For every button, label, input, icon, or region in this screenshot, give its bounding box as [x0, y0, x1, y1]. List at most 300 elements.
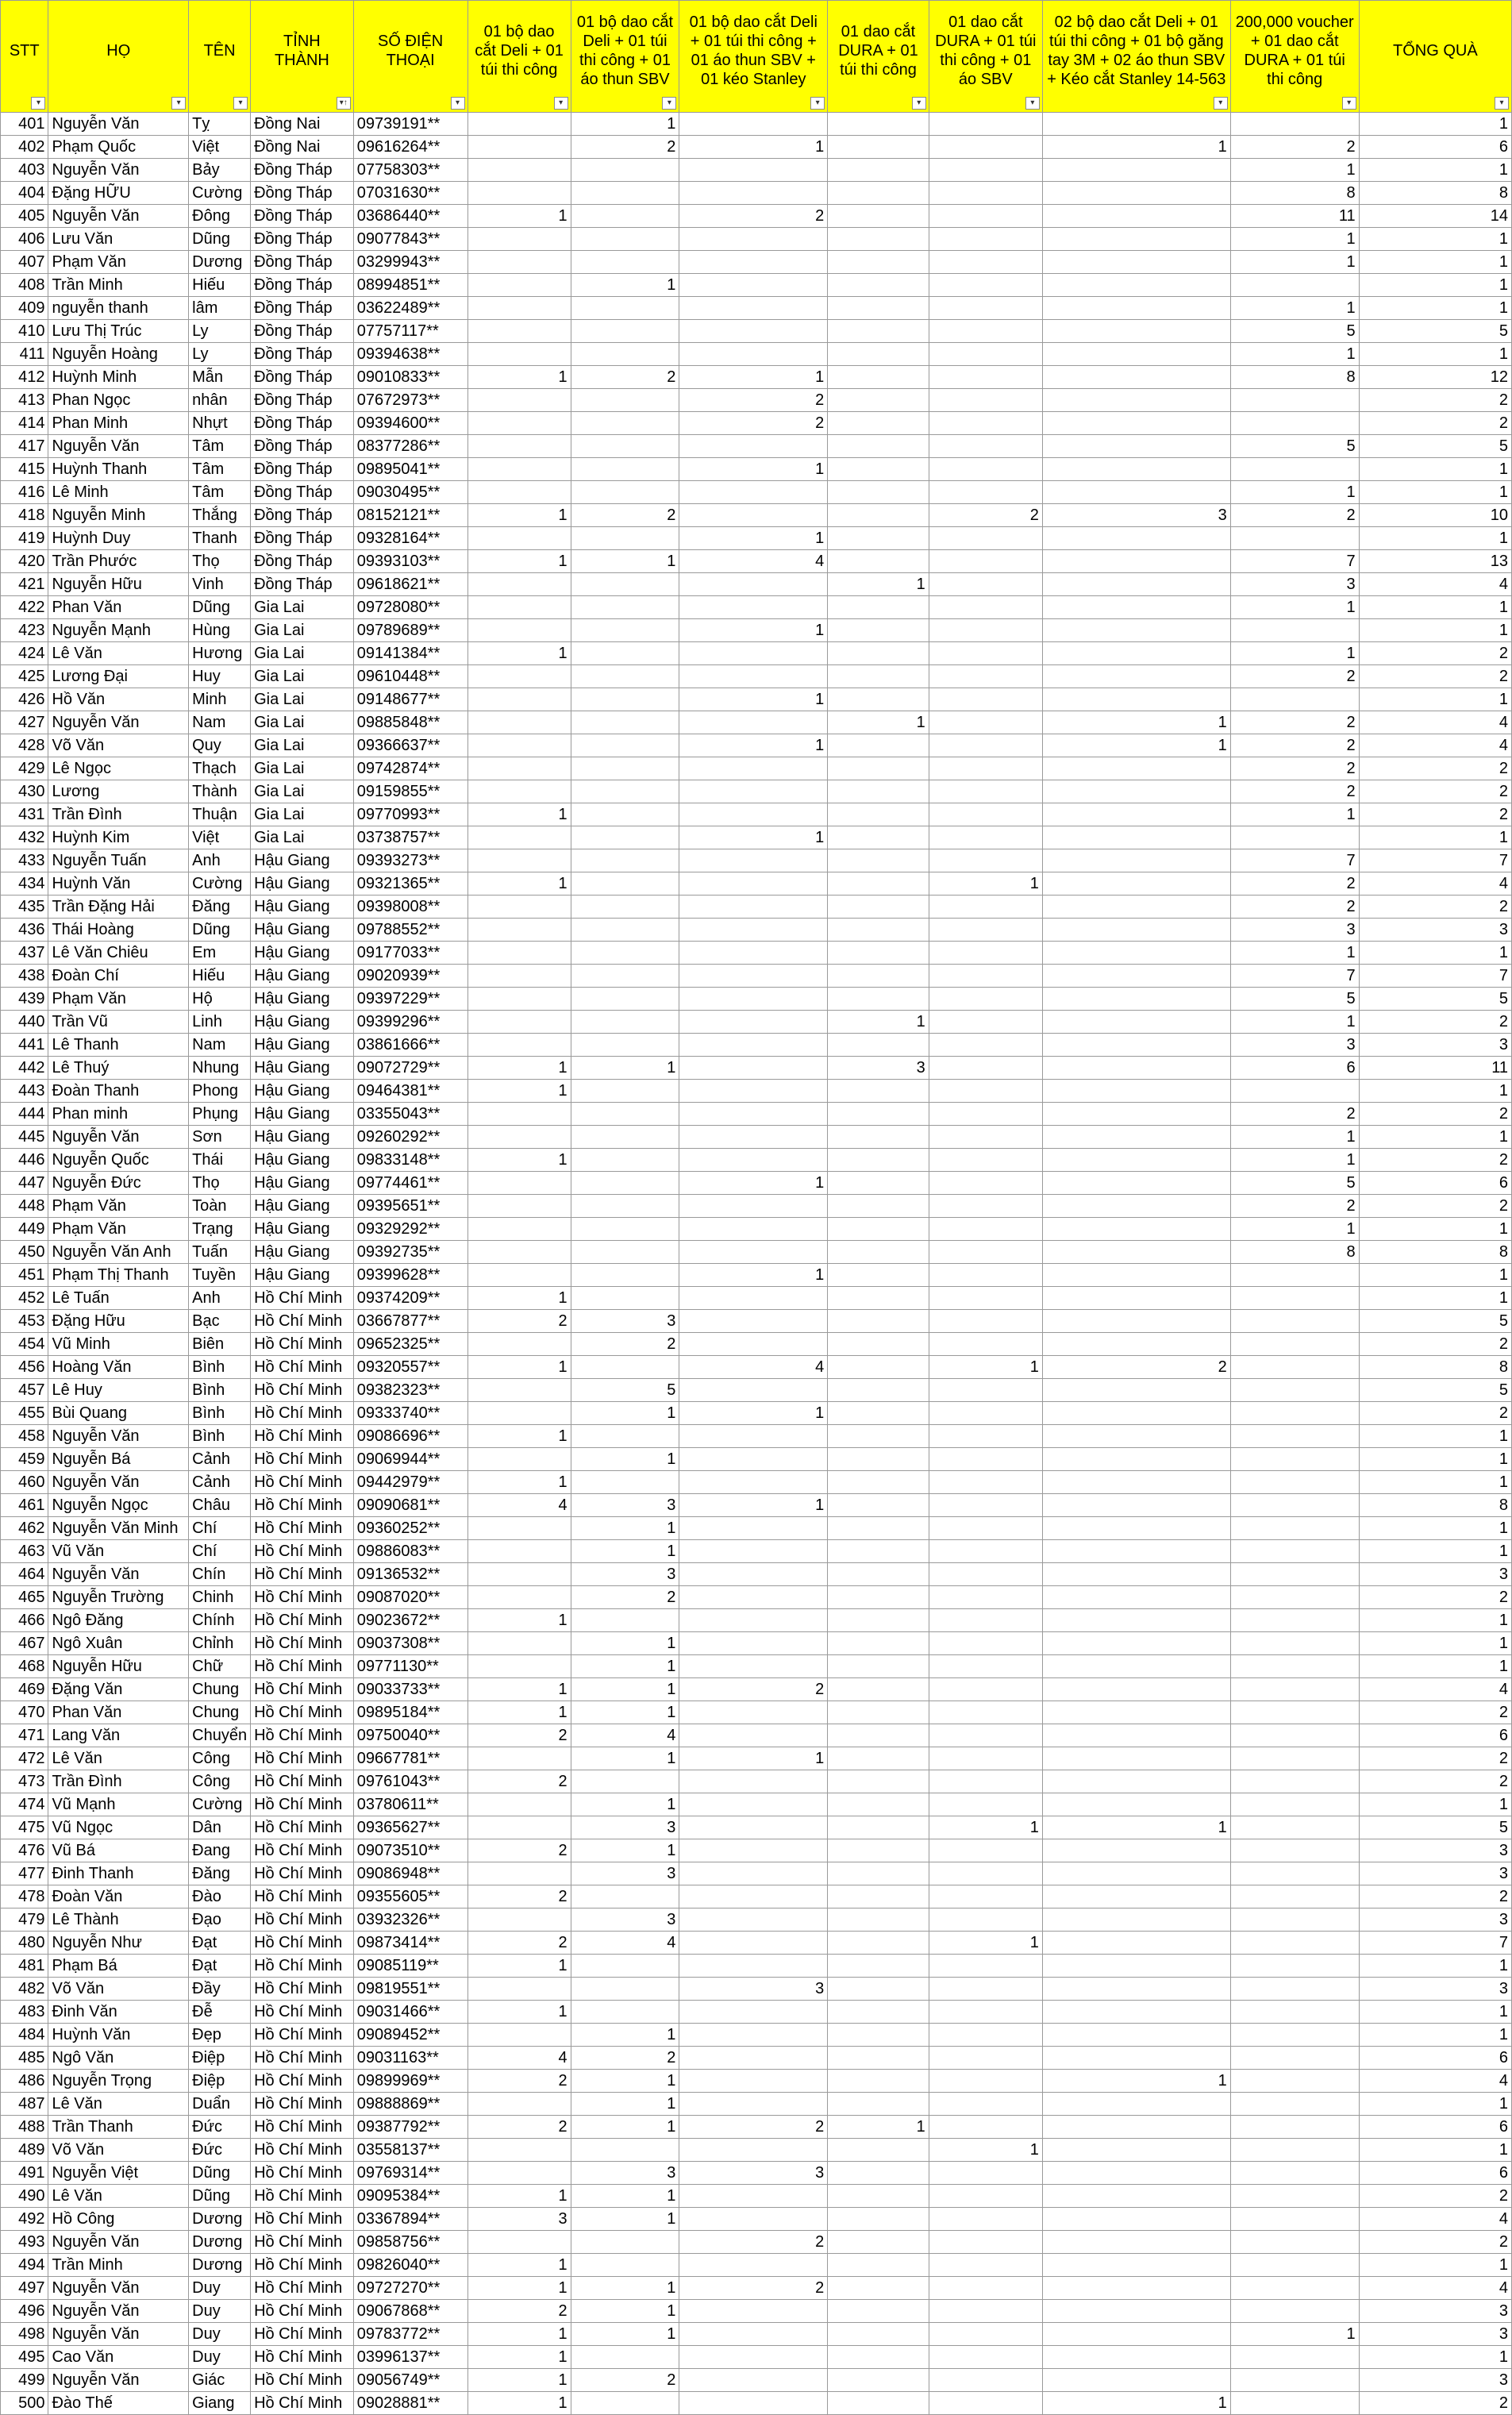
cell[interactable]: 473 — [1, 1770, 48, 1793]
cell[interactable]: Thái Hoàng — [48, 919, 189, 942]
cell[interactable] — [929, 849, 1042, 872]
cell[interactable] — [828, 343, 929, 366]
cell[interactable]: 2 — [1042, 1356, 1230, 1379]
cell[interactable] — [467, 435, 571, 458]
cell[interactable] — [828, 2208, 929, 2231]
cell[interactable] — [1042, 1494, 1230, 1517]
cell[interactable]: Minh — [189, 688, 251, 711]
cell[interactable]: 09618621** — [353, 573, 467, 596]
cell[interactable]: 09028881** — [353, 2392, 467, 2415]
cell[interactable]: Nguyễn Trường — [48, 1586, 189, 1609]
cell[interactable]: 494 — [1, 2254, 48, 2277]
cell[interactable]: 2 — [1230, 711, 1359, 734]
cell[interactable]: 1 — [571, 2323, 679, 2346]
cell[interactable] — [467, 711, 571, 734]
cell[interactable] — [467, 1517, 571, 1540]
cell[interactable] — [571, 159, 679, 182]
cell[interactable]: 03686440** — [353, 205, 467, 228]
cell[interactable] — [828, 2070, 929, 2093]
cell[interactable] — [1230, 389, 1359, 412]
cell[interactable]: 03622489** — [353, 297, 467, 320]
cell[interactable] — [828, 1586, 929, 1609]
cell[interactable]: 1 — [828, 1011, 929, 1034]
cell[interactable]: 09056749** — [353, 2369, 467, 2392]
cell[interactable] — [1230, 1978, 1359, 2001]
cell[interactable] — [929, 988, 1042, 1011]
cell[interactable]: 3 — [1230, 919, 1359, 942]
cell[interactable]: Hồ Chí Minh — [251, 1978, 354, 2001]
cell[interactable] — [467, 826, 571, 849]
cell[interactable]: nguyễn thanh — [48, 297, 189, 320]
cell[interactable] — [828, 389, 929, 412]
cell[interactable]: Nguyễn Văn — [48, 113, 189, 136]
cell[interactable]: 408 — [1, 274, 48, 297]
cell[interactable] — [571, 896, 679, 919]
cell[interactable] — [828, 665, 929, 688]
cell[interactable] — [929, 1333, 1042, 1356]
cell[interactable]: Hồ Chí Minh — [251, 1494, 354, 1517]
cell[interactable]: 440 — [1, 1011, 48, 1034]
cell[interactable]: 1 — [1359, 1632, 1511, 1655]
cell[interactable] — [1042, 688, 1230, 711]
cell[interactable]: 430 — [1, 780, 48, 803]
cell[interactable]: Nguyễn Minh — [48, 504, 189, 527]
cell[interactable] — [828, 757, 929, 780]
cell[interactable]: 09774461** — [353, 1172, 467, 1195]
cell[interactable]: 441 — [1, 1034, 48, 1057]
cell[interactable] — [1042, 2116, 1230, 2139]
cell[interactable]: Phan Minh — [48, 412, 189, 435]
cell[interactable] — [828, 1701, 929, 1724]
cell[interactable] — [1230, 1632, 1359, 1655]
cell[interactable] — [1042, 2231, 1230, 2254]
cell[interactable] — [929, 1793, 1042, 1816]
cell[interactable]: 1 — [1359, 159, 1511, 182]
cell[interactable]: 6 — [1359, 2162, 1511, 2185]
cell[interactable] — [1230, 1932, 1359, 1955]
cell[interactable] — [467, 596, 571, 619]
cell[interactable] — [929, 573, 1042, 596]
cell[interactable] — [1042, 2162, 1230, 2185]
cell[interactable]: 3 — [1359, 919, 1511, 942]
cell[interactable]: Huỳnh Minh — [48, 366, 189, 389]
cell[interactable]: Nguyễn Ngọc — [48, 1494, 189, 1517]
cell[interactable]: 09442979** — [353, 1471, 467, 1494]
cell[interactable] — [828, 527, 929, 550]
cell[interactable]: 8 — [1359, 1494, 1511, 1517]
cell[interactable]: 478 — [1, 1885, 48, 1909]
cell[interactable] — [1230, 1955, 1359, 1978]
cell[interactable] — [1042, 1310, 1230, 1333]
cell[interactable] — [467, 389, 571, 412]
cell[interactable] — [467, 228, 571, 251]
cell[interactable]: Em — [189, 942, 251, 965]
cell[interactable]: 1 — [467, 1425, 571, 1448]
cell[interactable] — [929, 1402, 1042, 1425]
cell[interactable]: 428 — [1, 734, 48, 757]
cell[interactable]: Thạch — [189, 757, 251, 780]
cell[interactable]: 413 — [1, 389, 48, 412]
cell[interactable] — [828, 1218, 929, 1241]
cell[interactable] — [679, 1632, 828, 1655]
cell[interactable]: 2 — [1359, 1195, 1511, 1218]
cell[interactable] — [467, 965, 571, 988]
cell[interactable] — [467, 1379, 571, 1402]
cell[interactable] — [1230, 2001, 1359, 2024]
cell[interactable]: Đặng HỮU — [48, 182, 189, 205]
cell[interactable] — [1042, 274, 1230, 297]
cell[interactable]: Lương — [48, 780, 189, 803]
cell[interactable] — [828, 2231, 929, 2254]
cell[interactable]: 2 — [679, 412, 828, 435]
cell[interactable]: 458 — [1, 1425, 48, 1448]
cell[interactable]: 401 — [1, 113, 48, 136]
cell[interactable]: 1 — [929, 872, 1042, 896]
cell[interactable] — [1230, 2231, 1359, 2254]
cell[interactable]: 1 — [1230, 297, 1359, 320]
cell[interactable]: 484 — [1, 2024, 48, 2047]
cell[interactable]: 439 — [1, 988, 48, 1011]
cell[interactable] — [1042, 1632, 1230, 1655]
cell[interactable]: Gia Lai — [251, 803, 354, 826]
cell[interactable] — [679, 1517, 828, 1540]
cell[interactable]: Đạt — [189, 1955, 251, 1978]
cell[interactable] — [828, 1471, 929, 1494]
cell[interactable] — [679, 1701, 828, 1724]
cell[interactable]: 1 — [1230, 481, 1359, 504]
cell[interactable]: 465 — [1, 1586, 48, 1609]
cell[interactable]: 09087020** — [353, 1586, 467, 1609]
cell[interactable]: Hồ Chí Minh — [251, 2231, 354, 2254]
cell[interactable] — [1042, 596, 1230, 619]
cell[interactable]: Hồ Chí Minh — [251, 1793, 354, 1816]
filter-dropdown-icon[interactable]: ▾ — [1342, 97, 1356, 110]
cell[interactable]: Đinh Văn — [48, 2001, 189, 2024]
cell[interactable] — [828, 320, 929, 343]
cell[interactable]: 4 — [1359, 734, 1511, 757]
cell[interactable]: 460 — [1, 1471, 48, 1494]
cell[interactable]: 489 — [1, 2139, 48, 2162]
cell[interactable] — [571, 2346, 679, 2369]
cell[interactable]: Trần Đình — [48, 1770, 189, 1793]
cell[interactable]: 2 — [467, 1310, 571, 1333]
cell[interactable]: Đồng Tháp — [251, 251, 354, 274]
cell[interactable] — [679, 1724, 828, 1747]
cell[interactable] — [929, 159, 1042, 182]
cell[interactable] — [929, 2254, 1042, 2277]
cell[interactable] — [929, 1747, 1042, 1770]
cell[interactable]: 1 — [1359, 688, 1511, 711]
cell[interactable]: 2 — [1359, 1402, 1511, 1425]
cell[interactable]: Nam — [189, 1034, 251, 1057]
cell[interactable] — [828, 1333, 929, 1356]
cell[interactable] — [571, 619, 679, 642]
cell[interactable]: Bình — [189, 1356, 251, 1379]
cell[interactable] — [679, 1241, 828, 1264]
cell[interactable]: 2 — [467, 2070, 571, 2093]
cell[interactable]: Linh — [189, 1011, 251, 1034]
cell[interactable]: Hoàng Văn — [48, 1356, 189, 1379]
cell[interactable] — [1042, 320, 1230, 343]
cell[interactable]: Đồng Tháp — [251, 458, 354, 481]
cell[interactable]: Hồ Chí Minh — [251, 1885, 354, 1909]
cell[interactable]: Hậu Giang — [251, 1172, 354, 1195]
cell[interactable] — [467, 527, 571, 550]
cell[interactable] — [571, 988, 679, 1011]
cell[interactable] — [1230, 1885, 1359, 1909]
cell[interactable] — [467, 1103, 571, 1126]
cell[interactable]: Nhung — [189, 1057, 251, 1080]
cell[interactable]: 422 — [1, 596, 48, 619]
cell[interactable]: Hồ Chí Minh — [251, 1909, 354, 1932]
cell[interactable]: 1 — [467, 2369, 571, 2392]
cell[interactable] — [679, 1218, 828, 1241]
cell[interactable]: 09858756** — [353, 2231, 467, 2254]
cell[interactable]: 412 — [1, 366, 48, 389]
cell[interactable]: 09067868** — [353, 2300, 467, 2323]
cell[interactable]: Công — [189, 1747, 251, 1770]
cell[interactable] — [679, 1149, 828, 1172]
cell[interactable] — [929, 2185, 1042, 2208]
cell[interactable] — [1042, 757, 1230, 780]
cell[interactable] — [679, 1103, 828, 1126]
cell[interactable] — [571, 389, 679, 412]
cell[interactable]: 6 — [1359, 1172, 1511, 1195]
cell[interactable]: 6 — [1359, 1724, 1511, 1747]
cell[interactable]: 09652325** — [353, 1333, 467, 1356]
cell[interactable] — [679, 320, 828, 343]
cell[interactable]: Hồ Chí Minh — [251, 2323, 354, 2346]
cell[interactable] — [1230, 1356, 1359, 1379]
cell[interactable] — [467, 159, 571, 182]
cell[interactable] — [571, 849, 679, 872]
cell[interactable] — [1042, 619, 1230, 642]
cell[interactable]: 8 — [1359, 1356, 1511, 1379]
cell[interactable] — [571, 1149, 679, 1172]
cell[interactable] — [571, 1978, 679, 2001]
cell[interactable]: Hồ Chí Minh — [251, 1609, 354, 1632]
cell[interactable] — [929, 2024, 1042, 2047]
cell[interactable]: 454 — [1, 1333, 48, 1356]
cell[interactable] — [1042, 2300, 1230, 2323]
cell[interactable] — [679, 228, 828, 251]
cell[interactable]: Đồng Tháp — [251, 412, 354, 435]
cell[interactable]: 445 — [1, 1126, 48, 1149]
cell[interactable]: Phong — [189, 1080, 251, 1103]
cell[interactable]: 1 — [467, 1356, 571, 1379]
cell[interactable] — [679, 1955, 828, 1978]
cell[interactable]: 1 — [467, 1609, 571, 1632]
cell[interactable] — [467, 113, 571, 136]
cell[interactable]: Bạc — [189, 1310, 251, 1333]
cell[interactable]: 2 — [1230, 872, 1359, 896]
cell[interactable] — [1042, 2001, 1230, 2024]
cell[interactable]: Hậu Giang — [251, 896, 354, 919]
cell[interactable]: 09086696** — [353, 1425, 467, 1448]
cell[interactable] — [571, 1425, 679, 1448]
cell[interactable] — [571, 205, 679, 228]
cell[interactable]: Đoàn Văn — [48, 1885, 189, 1909]
cell[interactable] — [1042, 1701, 1230, 1724]
cell[interactable] — [929, 343, 1042, 366]
cell[interactable] — [1042, 1264, 1230, 1287]
cell[interactable]: Đồng Tháp — [251, 527, 354, 550]
cell[interactable]: 2 — [571, 504, 679, 527]
cell[interactable]: 466 — [1, 1609, 48, 1632]
cell[interactable]: Hậu Giang — [251, 1241, 354, 1264]
cell[interactable]: 1 — [1042, 711, 1230, 734]
cell[interactable]: 09771130** — [353, 1655, 467, 1678]
cell[interactable]: Gia Lai — [251, 619, 354, 642]
cell[interactable]: Hồ Chí Minh — [251, 2070, 354, 2093]
cell[interactable] — [929, 527, 1042, 550]
cell[interactable] — [571, 642, 679, 665]
cell[interactable] — [679, 1540, 828, 1563]
cell[interactable] — [929, 1011, 1042, 1034]
cell[interactable]: 1 — [571, 2116, 679, 2139]
cell[interactable] — [828, 734, 929, 757]
cell[interactable] — [929, 2300, 1042, 2323]
cell[interactable]: 09069944** — [353, 1448, 467, 1471]
cell[interactable] — [929, 2093, 1042, 2116]
cell[interactable]: 09770993** — [353, 803, 467, 826]
cell[interactable] — [1230, 1862, 1359, 1885]
cell[interactable] — [929, 2001, 1042, 2024]
cell[interactable]: 1 — [571, 1402, 679, 1425]
cell[interactable] — [679, 965, 828, 988]
cell[interactable] — [467, 1632, 571, 1655]
cell[interactable]: 499 — [1, 2369, 48, 2392]
cell[interactable] — [929, 1678, 1042, 1701]
filter-dropdown-icon[interactable]: ▾ — [233, 97, 248, 110]
cell[interactable] — [828, 1126, 929, 1149]
cell[interactable] — [1042, 1011, 1230, 1034]
cell[interactable]: Trần Minh — [48, 274, 189, 297]
cell[interactable] — [1230, 527, 1359, 550]
cell[interactable]: 496 — [1, 2300, 48, 2323]
cell[interactable] — [828, 1885, 929, 1909]
cell[interactable] — [929, 1494, 1042, 1517]
cell[interactable]: Hương — [189, 642, 251, 665]
cell[interactable]: 405 — [1, 205, 48, 228]
cell[interactable] — [1042, 1885, 1230, 1909]
cell[interactable] — [929, 251, 1042, 274]
cell[interactable] — [1042, 1747, 1230, 1770]
cell[interactable] — [1230, 1471, 1359, 1494]
cell[interactable]: 417 — [1, 435, 48, 458]
cell[interactable]: Lê Ngọc — [48, 757, 189, 780]
cell[interactable] — [679, 803, 828, 826]
cell[interactable]: 09031163** — [353, 2047, 467, 2070]
cell[interactable] — [828, 435, 929, 458]
cell[interactable] — [467, 136, 571, 159]
cell[interactable] — [828, 274, 929, 297]
cell[interactable] — [828, 1563, 929, 1586]
cell[interactable] — [571, 458, 679, 481]
cell[interactable] — [1042, 573, 1230, 596]
cell[interactable] — [679, 1563, 828, 1586]
cell[interactable] — [828, 1080, 929, 1103]
cell[interactable] — [929, 1978, 1042, 2001]
cell[interactable] — [1230, 1839, 1359, 1862]
cell[interactable] — [929, 1448, 1042, 1471]
cell[interactable] — [679, 2208, 828, 2231]
cell[interactable]: Nguyễn Văn — [48, 2277, 189, 2300]
cell[interactable]: Nguyễn Như — [48, 1932, 189, 1955]
cell[interactable]: 09382323** — [353, 1379, 467, 1402]
cell[interactable]: Dũng — [189, 919, 251, 942]
cell[interactable]: 5 — [1359, 320, 1511, 343]
cell[interactable]: 1 — [1359, 1793, 1511, 1816]
cell[interactable]: Lang Văn — [48, 1724, 189, 1747]
cell[interactable]: 1 — [1359, 527, 1511, 550]
filter-dropdown-icon[interactable]: ▾ — [451, 97, 465, 110]
cell[interactable] — [929, 2369, 1042, 2392]
cell[interactable] — [1042, 1287, 1230, 1310]
cell[interactable]: 2 — [1359, 1701, 1511, 1724]
cell[interactable]: Hồ Chí Minh — [251, 1540, 354, 1563]
cell[interactable]: 1 — [679, 688, 828, 711]
cell[interactable]: 2 — [1230, 896, 1359, 919]
cell[interactable]: 427 — [1, 711, 48, 734]
cell[interactable] — [679, 2185, 828, 2208]
cell[interactable]: 7 — [1359, 965, 1511, 988]
cell[interactable] — [1230, 2254, 1359, 2277]
cell[interactable] — [828, 2254, 929, 2277]
cell[interactable] — [571, 1218, 679, 1241]
cell[interactable]: 492 — [1, 2208, 48, 2231]
cell[interactable] — [828, 896, 929, 919]
cell[interactable] — [828, 504, 929, 527]
cell[interactable] — [929, 803, 1042, 826]
cell[interactable]: 451 — [1, 1264, 48, 1287]
cell[interactable] — [929, 1609, 1042, 1632]
cell[interactable]: 2 — [1359, 412, 1511, 435]
cell[interactable]: 09464381** — [353, 1080, 467, 1103]
cell[interactable]: 1 — [467, 1287, 571, 1310]
cell[interactable]: Lê Văn — [48, 1747, 189, 1770]
cell[interactable]: 1 — [571, 1057, 679, 1080]
cell[interactable] — [571, 2392, 679, 2415]
cell[interactable]: Phan Văn — [48, 1701, 189, 1724]
cell[interactable] — [1230, 1655, 1359, 1678]
cell[interactable] — [828, 1770, 929, 1793]
cell[interactable]: Lê Thuý — [48, 1057, 189, 1080]
cell[interactable]: 09360252** — [353, 1517, 467, 1540]
cell[interactable]: 8 — [1359, 1241, 1511, 1264]
cell[interactable]: Hùng — [189, 619, 251, 642]
cell[interactable] — [1042, 1586, 1230, 1609]
cell[interactable]: 09333740** — [353, 1402, 467, 1425]
cell[interactable]: 1 — [1359, 251, 1511, 274]
cell[interactable]: Lê Văn — [48, 642, 189, 665]
cell[interactable] — [467, 2231, 571, 2254]
cell[interactable] — [467, 1126, 571, 1149]
cell[interactable] — [828, 1862, 929, 1885]
cell[interactable]: Đầy — [189, 1978, 251, 2001]
cell[interactable]: Trần Phước — [48, 550, 189, 573]
cell[interactable]: 2 — [467, 1724, 571, 1747]
cell[interactable]: 5 — [1359, 988, 1511, 1011]
cell[interactable]: Phạm Bá — [48, 1955, 189, 1978]
cell[interactable] — [1230, 826, 1359, 849]
cell[interactable] — [467, 412, 571, 435]
cell[interactable] — [1230, 1609, 1359, 1632]
cell[interactable]: Hậu Giang — [251, 988, 354, 1011]
cell[interactable]: 03667877** — [353, 1310, 467, 1333]
cell[interactable]: 7 — [1359, 849, 1511, 872]
cell[interactable]: Cao Văn — [48, 2346, 189, 2369]
